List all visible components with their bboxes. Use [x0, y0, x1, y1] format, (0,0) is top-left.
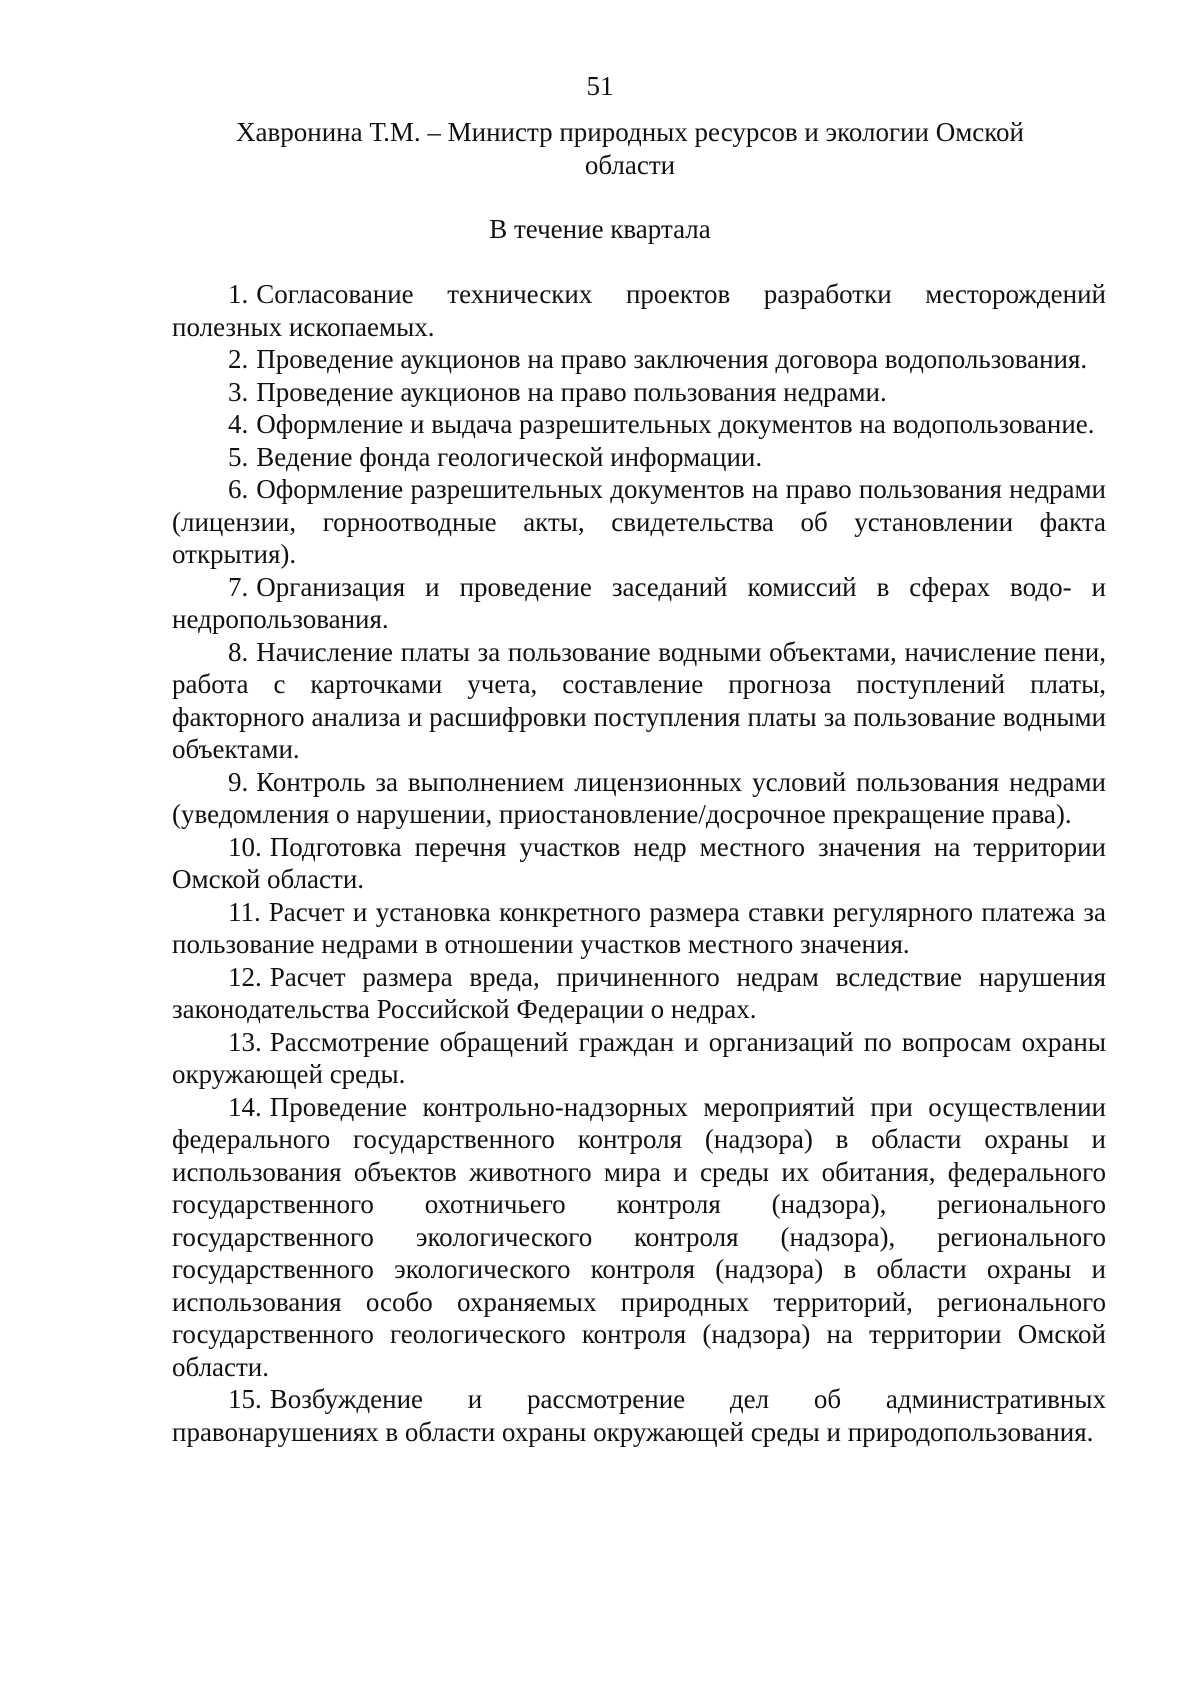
item-text: Оформление разрешительных документов на право пользования недрами (лицензии, горноотводные акты, свидетельства об установлении факта открытия). — [172, 474, 1106, 569]
item-text: Расчет размера вреда, причиненного недрам вследствие нарушения законодательства Российской Федерации о недрах. — [172, 961, 1106, 1024]
list-item — [172, 441, 1106, 474]
item-text: Согласование технических проектов разработки месторождений полезных ископаемых. — [172, 279, 1106, 342]
item-text: Проведение аукционов на право заключения договора водопользования. — [256, 344, 1088, 374]
item-number: 10. — [228, 831, 262, 862]
list-item — [172, 961, 1106, 1026]
item-number: 6. — [228, 474, 249, 504]
official-heading-line-2: области — [584, 150, 676, 180]
page-number: 51 — [586, 71, 614, 101]
item-text: Рассмотрение обращений граждан и организаций по вопросам охраны окружающей среды. — [172, 1026, 1106, 1089]
task-list — [172, 278, 1106, 1448]
item-number: 2. — [228, 344, 249, 374]
item-text: Расчет и установка конкретного размера ставки регулярного платежа за пользование недрами в отношении участков местного значения. — [172, 896, 1106, 959]
item-number: 9. — [228, 766, 249, 797]
item-number: 1. — [228, 279, 249, 309]
list-item — [172, 278, 1106, 343]
list-item — [172, 571, 1106, 636]
official-heading — [200, 116, 1060, 182]
item-text: Ведение фонда геологической информации. — [256, 441, 763, 472]
list-item — [172, 1026, 1106, 1091]
item-number: 12. — [228, 961, 262, 992]
item-text: Организация и проведение заседаний комиссий в сферах водо- и недропользования. — [172, 571, 1106, 634]
item-text: Подготовка перечня участков недр местного значения на территории Омской области. — [172, 831, 1106, 894]
list-item — [172, 636, 1106, 766]
period-heading: В течение квартала — [489, 214, 711, 244]
item-text: Оформление и выдача разрешительных документов на водопользование. — [256, 409, 1095, 439]
item-number: 15. — [228, 1384, 262, 1414]
list-item — [172, 408, 1106, 441]
official-heading-line-1: Хавронина Т.М. – Министр природных ресурсов и экологии Омской — [236, 117, 1024, 147]
list-item — [172, 1383, 1106, 1448]
item-number: 4. — [228, 409, 249, 439]
item-text: Проведение контрольно-надзорных мероприятий при осуществлении федерального государственного контроля (надзора) в области охраны и использования объектов животного мира и среды их обитания, федерального государственного охотничьего контроля (надзора), регионального государственного экологического контроля (надзора), регионального государственного экологического контроля (надзора) в области охраны и использования особо охраняемых природных территорий, регионального государственного геологического контроля (надзора) на территории Омской области. — [172, 1091, 1106, 1382]
item-number: 13. — [228, 1026, 262, 1057]
item-number: 11. — [228, 896, 261, 927]
item-number: 8. — [228, 636, 249, 667]
list-item — [172, 831, 1106, 896]
item-number: 5. — [228, 441, 249, 472]
item-number: 14. — [228, 1091, 262, 1122]
list-item — [172, 376, 1106, 409]
list-item — [172, 766, 1106, 831]
item-number: 3. — [228, 376, 249, 407]
list-item — [172, 1091, 1106, 1384]
item-number: 7. — [228, 571, 249, 602]
list-item — [172, 473, 1106, 571]
item-text: Возбуждение и рассмотрение дел об административных правонарушениях в области охраны окружающей среды и природопользования. — [172, 1384, 1106, 1447]
list-item — [172, 343, 1106, 376]
item-text: Контроль за выполнением лицензионных условий пользования недрами (уведомления о нарушении, приостановление/досрочное прекращение права). — [172, 766, 1106, 829]
item-text: Начисление платы за пользование водными объектами, начисление пени, работа с карточками учета, составление прогноза поступлений платы, факторного анализа и расшифровки поступления платы за пользование водными объектами. — [172, 636, 1106, 764]
list-item — [172, 896, 1106, 961]
item-text: Проведение аукционов на право пользования недрами. — [256, 376, 887, 407]
